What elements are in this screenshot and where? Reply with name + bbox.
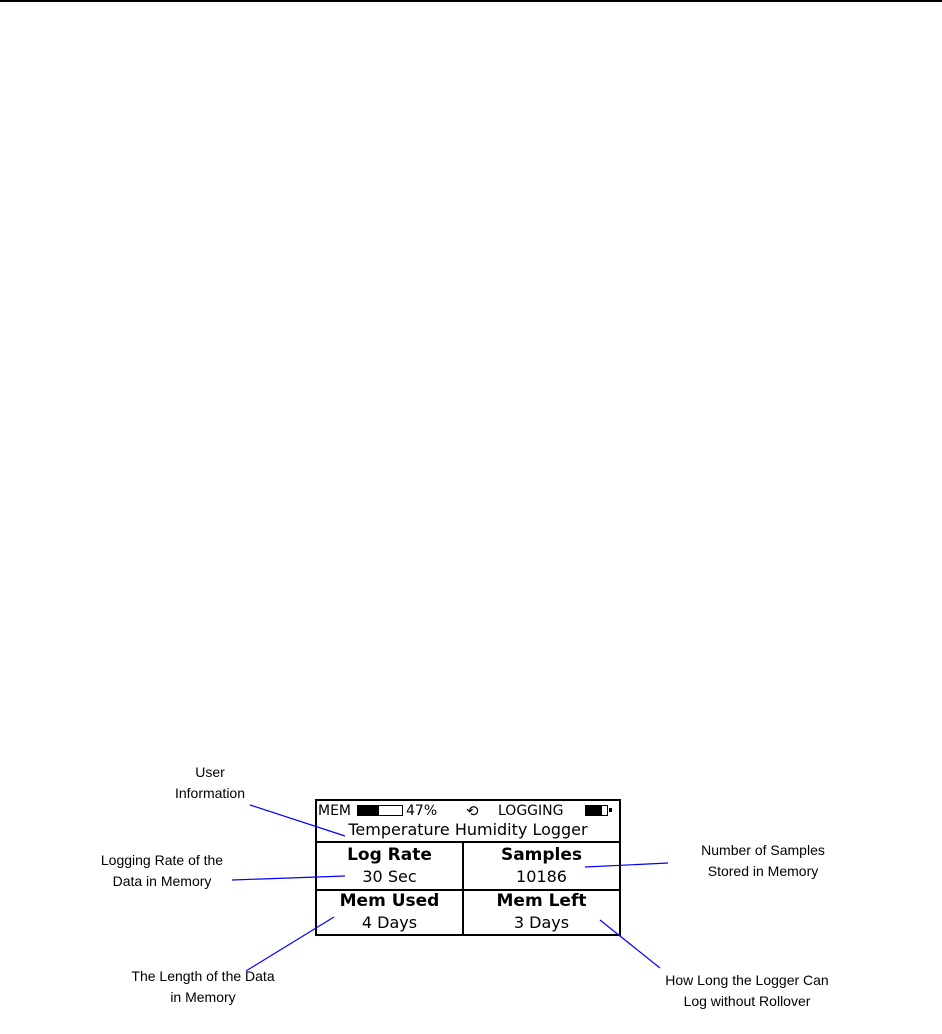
mem-used-value: 4 Days	[361, 913, 418, 932]
mem-used-title: Mem Used	[339, 891, 440, 911]
callout-line: Information	[174, 785, 246, 801]
callout-length-of-data	[88, 966, 318, 1008]
mem-label: MEM	[318, 803, 352, 819]
samples-title: Samples	[500, 845, 583, 865]
leader-line-number-of-samples	[585, 863, 668, 867]
samples-value: 10186	[516, 867, 567, 886]
memory-percent: 47%	[406, 803, 438, 819]
leader-line-length-of-data	[246, 917, 334, 971]
leader-line-user-information	[250, 805, 345, 836]
rollover-cycle-icon: ⟲	[466, 802, 479, 820]
callout-line: Data in Memory	[112, 873, 212, 889]
callout-line: User	[195, 764, 225, 780]
callout-line: Logging Rate of the	[100, 852, 224, 868]
logging-status: LOGGING	[498, 803, 564, 819]
log-rate-value: 30 Sec	[362, 867, 417, 886]
callout-how-long	[622, 970, 872, 1012]
callout-line: in Memory	[170, 989, 236, 1005]
mem-left-title: Mem Left	[496, 891, 587, 911]
callout-line: Stored in Memory	[707, 863, 819, 879]
callout-logging-rate	[72, 850, 252, 892]
callout-line: How Long the Logger Can	[665, 972, 829, 988]
callout-user-information	[160, 762, 260, 804]
mem-left-value: 3 Days	[513, 913, 570, 932]
callout-number-of-samples	[668, 840, 858, 882]
leader-line-how-long	[600, 920, 660, 968]
user-information: Temperature Humidity Logger	[348, 820, 588, 839]
log-rate-title: Log Rate	[347, 845, 432, 865]
callout-line: The Length of the Data	[131, 968, 275, 984]
callout-line: Number of Samples	[701, 842, 825, 858]
callout-line: Log without Rollover	[683, 993, 811, 1009]
